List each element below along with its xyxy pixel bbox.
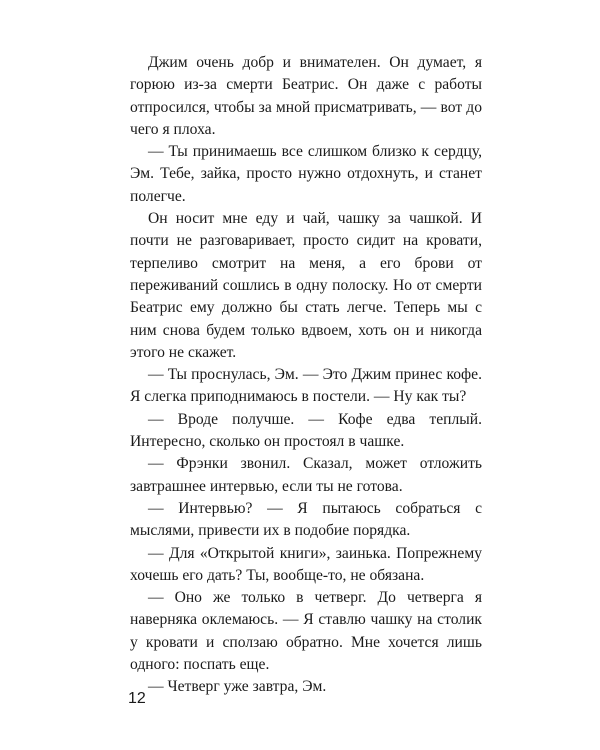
paragraph: — Фрэнки звонил. Сказал, может отложить завтрашнее интервью, если ты не готова. (130, 455, 482, 495)
paragraph: — Ты проснулась, Эм. — Это Джим принес кофе. Я слегка приподнимаюсь в постели. — Ну как ты? (130, 366, 482, 406)
paragraph: — Оно же только в четверг. До четверга я наверняка оклемаюсь. — Я ставлю чашку на столик у кровати и сползаю обратно. Мне хочется лишь одного: поспать еще. (130, 589, 482, 674)
body-text (130, 52, 482, 699)
paragraph: — Интервью? — Я пытаюсь собраться с мыслями, привести их в подобие порядка. (130, 499, 482, 540)
paragraph: — Четверг уже завтра, Эм. (148, 678, 327, 696)
paragraph: Джим очень добр и внимателен. Он думает, я горюю из-за смерти Беатрис. Он даже с работы отпросился, чтобы за мной присматривать, — вот до чего я плоха. (130, 54, 482, 138)
paragraph: — Ты принимаешь все слишком близко к сердцу, Эм. Тебе, зайка, просто нужно отдохнуть, и станет полегче. (130, 143, 482, 205)
page-number: 12 (128, 690, 146, 707)
paragraph: — Вроде получше. — Кофе едва теплый. Интересно, сколько он простоял в чашке. (130, 410, 482, 451)
paragraph: — Для «Открытой книги», заинька. Попрежнему хочешь его дать? Ты, вообще-то, не обязана. (130, 544, 482, 584)
paragraph: Он носит мне еду и чай, чашку за чашкой. И почти не разговаривает, просто сидит на кровати, терпеливо смотрит на меня, а его брови от переживаний сошлись в одну полоску. Но от смерти Беатрис ему должно бы стать легче. Теперь мы с ним снова будем только вдвоем, хоть он и никогда этого не скажет. (130, 210, 482, 361)
